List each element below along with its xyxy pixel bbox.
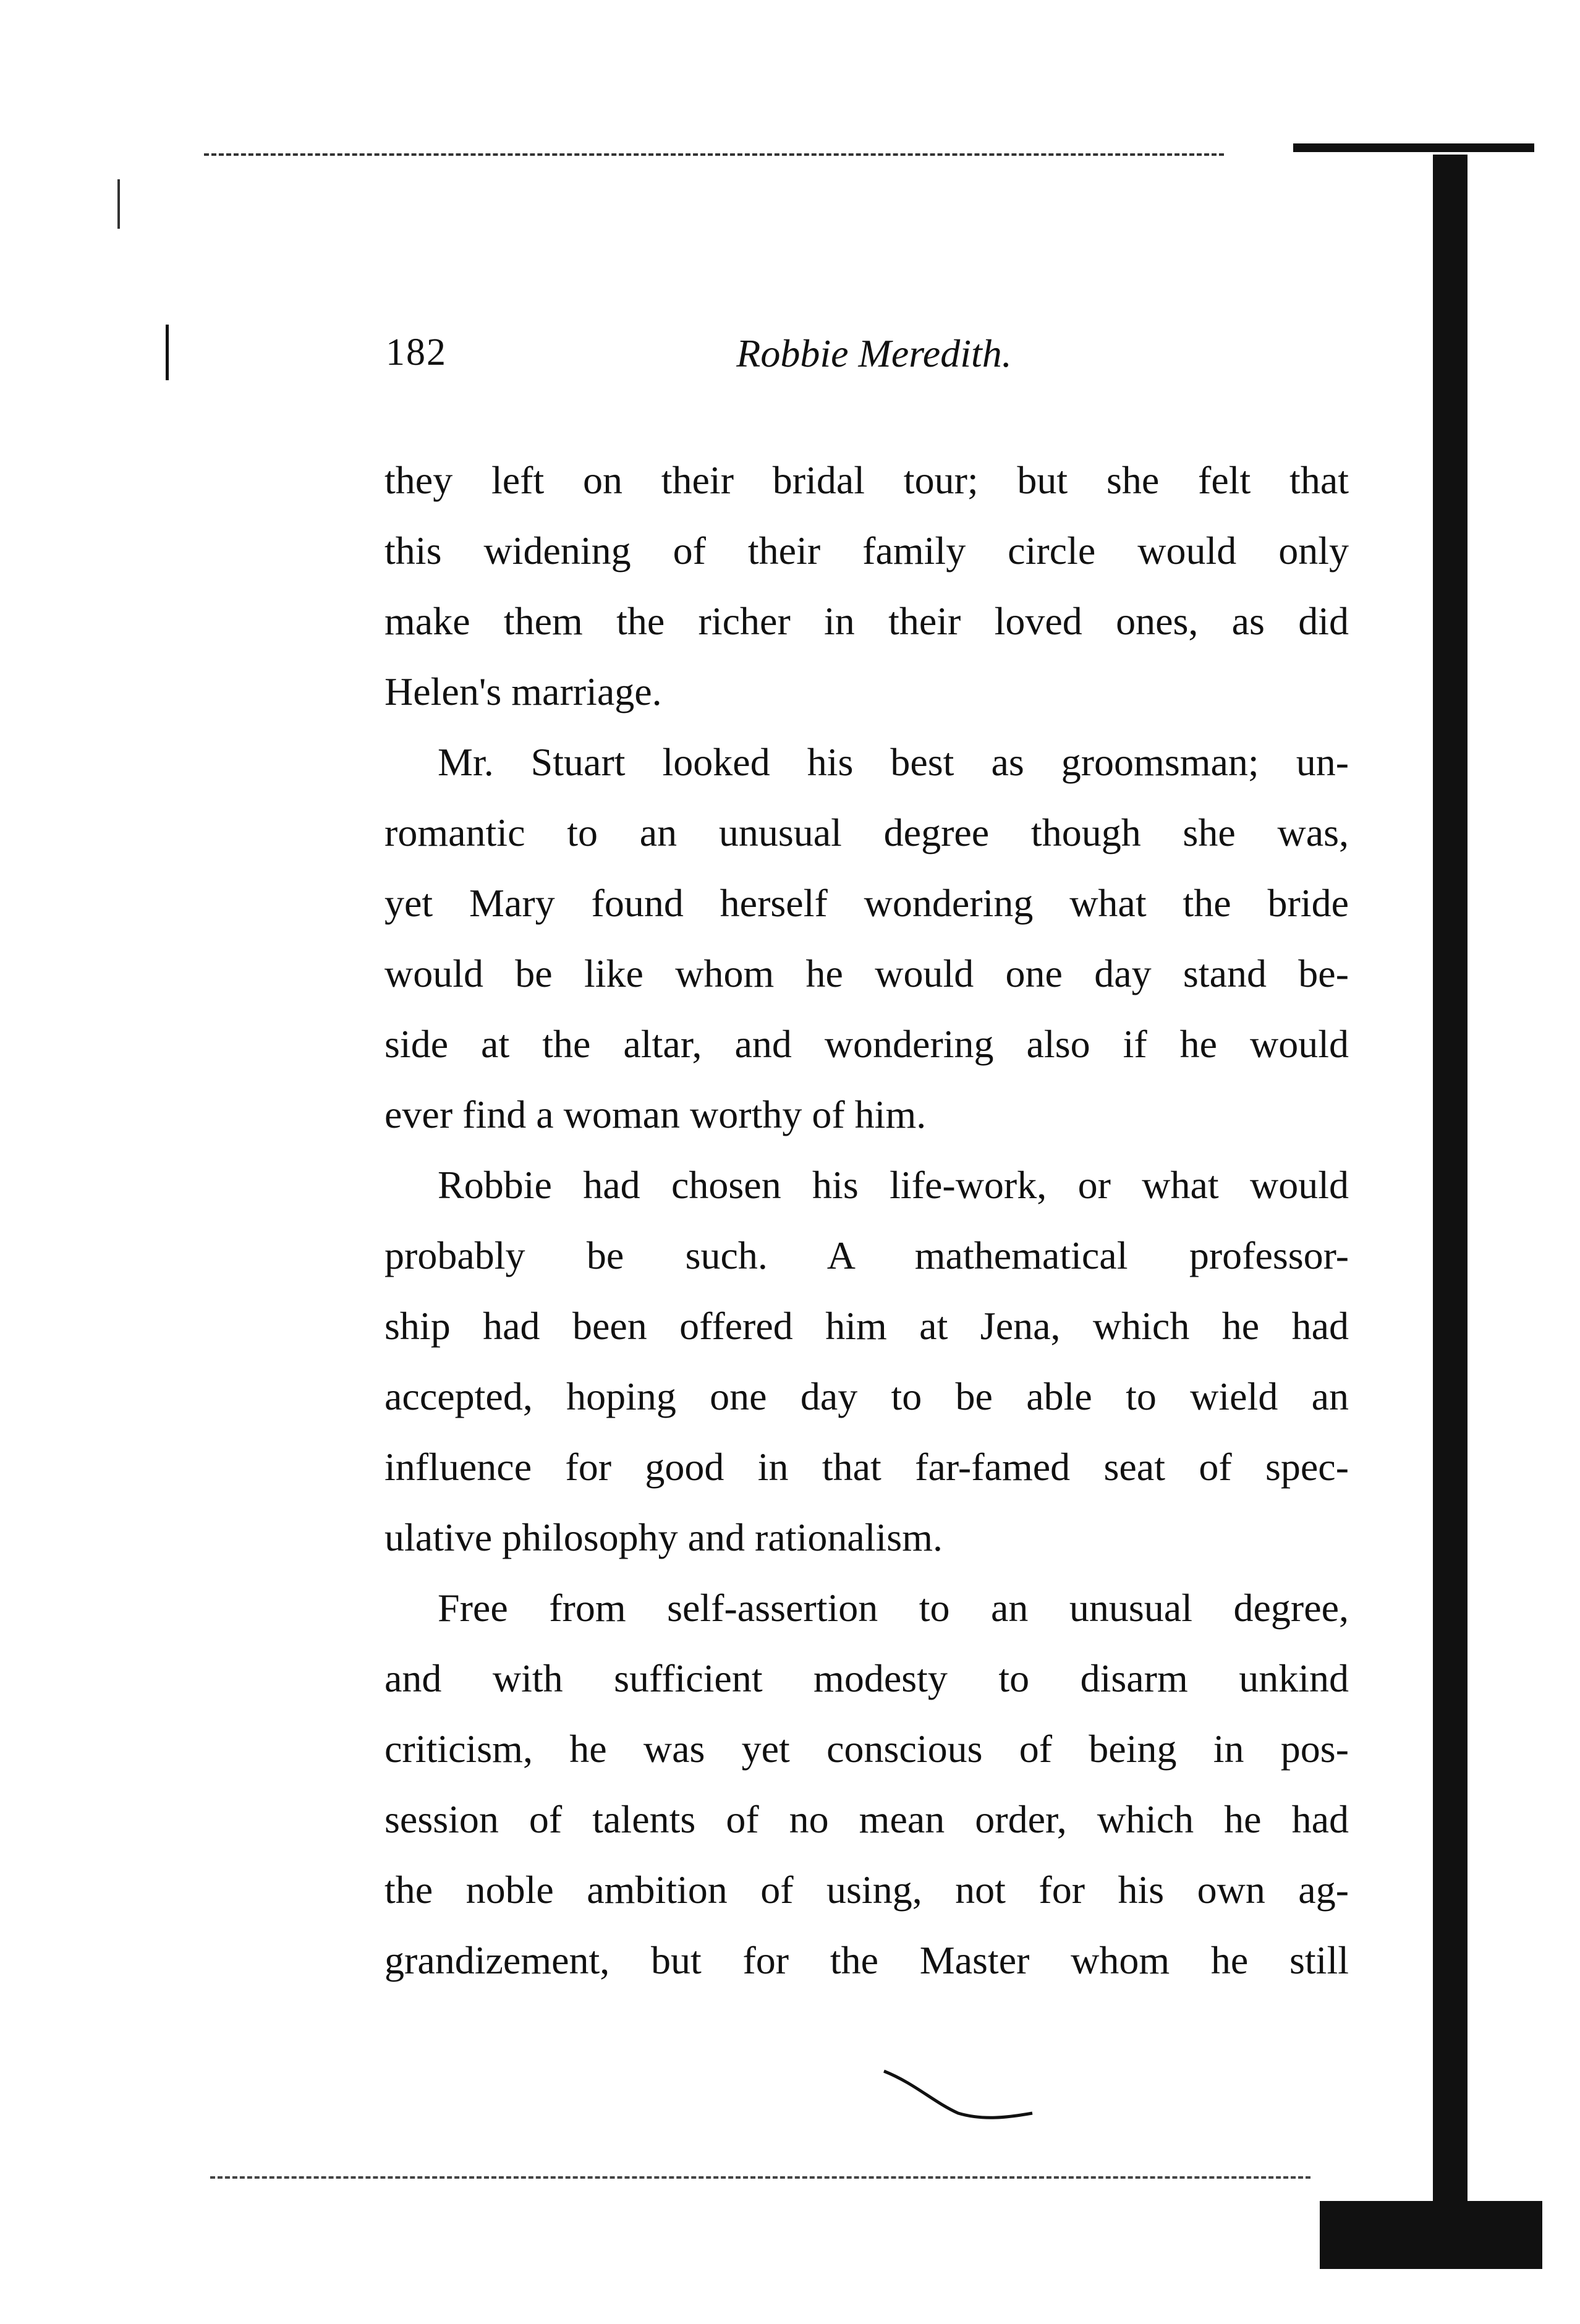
scan-artifact-binding-edge: [1433, 155, 1467, 2232]
running-header: [386, 331, 1338, 386]
text-line: Mr. Stuart looked his best as groomsman; un-: [438, 740, 1349, 784]
text-line: they left on their bridal tour; but she felt that: [384, 458, 1349, 502]
text-line: romantic to an unusual degree though she was,: [384, 811, 1349, 854]
text-line: this widening of their family circle would only: [384, 529, 1349, 572]
text-line: Free from self-assertion to an unusual degree,: [438, 1586, 1349, 1630]
text-line: criticism, he was yet conscious of being in pos-: [384, 1727, 1349, 1771]
text-line: ship had been offered him at Jena, which he had: [384, 1304, 1349, 1348]
text-line: grandizement, but for the Master whom he still: [384, 1938, 1349, 1982]
text-line: ulative philosophy and rationalism.: [384, 1515, 943, 1559]
scan-artifact-corner-mark: [117, 179, 120, 229]
text-line: side at the altar, and wondering also if he would: [384, 1022, 1349, 1066]
text-line: influence for good in that far-famed seat of spec-: [384, 1445, 1349, 1489]
scan-artifact-left-mark: [166, 325, 169, 380]
body-text: [384, 445, 1349, 1996]
page-number: 182: [386, 331, 447, 373]
text-line: Robbie had chosen his life-work, or what would: [438, 1163, 1349, 1207]
text-line: the noble ambition of using, not for his own ag-: [384, 1868, 1349, 1912]
scan-artifact-binding-top: [1293, 143, 1534, 152]
text-line: accepted, hoping one day to be able to wield an: [384, 1374, 1349, 1418]
scan-artifact-bottom-rule: [210, 2176, 1310, 2179]
text-line: would be like whom he would one day stand be-: [384, 951, 1349, 995]
text-line: session of talents of no mean order, which he had: [384, 1797, 1349, 1841]
text-line: Helen's marriage.: [384, 670, 662, 713]
running-title: Robbie Meredith.: [736, 331, 1012, 375]
scan-artifact-binding-bottom: [1320, 2201, 1542, 2269]
text-line: make them the richer in their loved ones, as did: [384, 599, 1349, 643]
text-line: and with sufficient modesty to disarm unkind: [384, 1656, 1349, 1700]
text-line: yet Mary found herself wondering what the bride: [384, 881, 1349, 925]
scan-artifact-top-rule: [204, 153, 1224, 156]
scan-artifact-ink-stroke: [878, 2059, 1038, 2127]
text-line: ever find a woman worthy of him.: [384, 1092, 927, 1136]
text-line: probably be such. A mathematical professor-: [384, 1233, 1349, 1277]
